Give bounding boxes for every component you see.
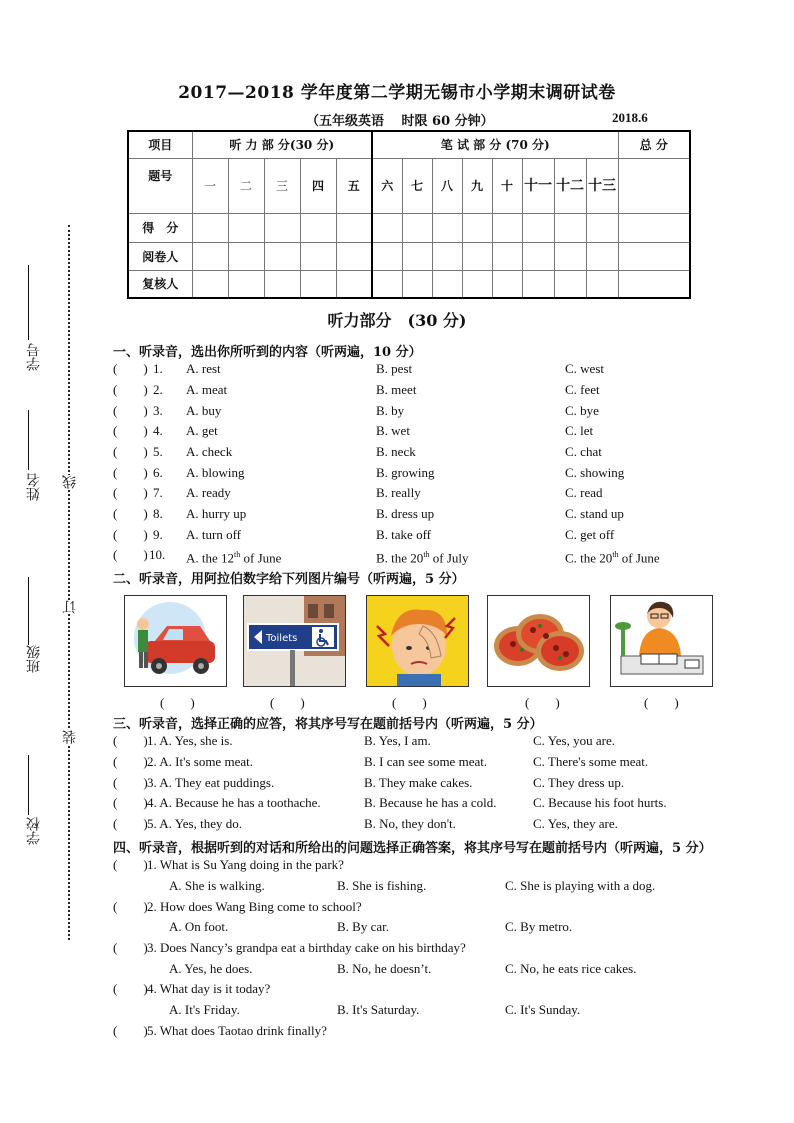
option-a: A. buy [186, 403, 222, 418]
option-c: C. It's Sunday. [505, 1002, 581, 1017]
sign-text: Toilets [266, 633, 298, 644]
option-b: B. wet [376, 423, 410, 438]
class-label: 班级 [26, 645, 42, 673]
table-cell [522, 242, 554, 270]
table-question-no: 题号 [128, 158, 192, 213]
binding-dotted-line [68, 225, 70, 940]
option-c: C. chat [565, 444, 602, 459]
table-row-score: 得 分 [128, 213, 192, 242]
item-number: 9. [153, 527, 163, 542]
binding-mark-install: 装 [62, 730, 78, 744]
option-b: B. I can see some meat. [364, 754, 488, 769]
table-cell [492, 270, 522, 298]
question-text: 3. Does Nancy’s grandpa eat a birthday cake on his birthday? [147, 940, 466, 955]
table-num: 四 [300, 158, 336, 213]
table-cell [372, 270, 402, 298]
item-number: 5. [153, 444, 163, 459]
option-b: B. No, he doesn’t. [337, 961, 432, 976]
table-header-total: 总 分 [618, 131, 690, 158]
option-c: C. No, he eats rice cakes. [505, 961, 637, 976]
table-header-item: 项目 [128, 131, 192, 158]
table-cell [554, 242, 586, 270]
answer-paren: ( ) [113, 547, 148, 562]
answer-paren: ( ) [113, 754, 148, 769]
table-cell [492, 242, 522, 270]
table-cell [586, 213, 618, 242]
student-no-label: 学号 [26, 343, 42, 371]
picture-answer-blank: ( ) [392, 695, 427, 710]
table-cell [300, 270, 336, 298]
option-c: C. showing [565, 465, 625, 480]
option-a: 2. A. It's some meat. [147, 754, 253, 769]
item-number: 10. [149, 547, 166, 562]
table-cell [300, 213, 336, 242]
answer-paren: ( ) [113, 899, 148, 914]
table-cell [192, 270, 228, 298]
option-b: B. Yes, I am. [364, 733, 431, 748]
table-cell [618, 213, 690, 242]
option-b: B. really [376, 485, 421, 500]
option-c: C. They dress up. [533, 775, 625, 790]
option-a: A. the 12th of June [186, 550, 282, 566]
picture-answer-blank: ( ) [270, 695, 305, 710]
table-cell [264, 242, 300, 270]
question-text: 1. What is Su Yang doing in the park? [147, 857, 344, 872]
class-underline [28, 577, 30, 645]
table-cell [618, 158, 690, 213]
option-b: B. meet [376, 382, 417, 397]
item-number: 1. [153, 361, 163, 376]
table-num: 十一 [522, 158, 554, 213]
option-b: B. She is fishing. [337, 878, 427, 893]
binding-strip [18, 225, 88, 945]
table-cell [462, 270, 492, 298]
option-b: B. pest [376, 361, 413, 376]
table-row-reviewer: 复核人 [128, 270, 192, 298]
option-a: A. It's Friday. [169, 1002, 240, 1017]
table-cell [554, 270, 586, 298]
picture-answer-blank: ( ) [644, 695, 679, 710]
option-c: C. feet [565, 382, 600, 397]
answer-paren: ( ) [113, 485, 148, 500]
option-c: C. She is playing with a dog. [505, 878, 656, 893]
question-text: 4. What day is it today? [147, 981, 271, 996]
option-a: 1. A. Yes, she is. [147, 733, 233, 748]
listening-section-title: 听力部分 (30 分) [327, 311, 467, 330]
item-number: 7. [153, 485, 163, 500]
option-b: B. dress up [376, 506, 435, 521]
option-b: B. by [376, 403, 405, 418]
option-c: C. Because his foot hurts. [533, 795, 667, 810]
picture-toilets-sign [243, 595, 346, 687]
section3-heading: 三、听录音，选择正确的应答，将其序号写在题前括号内（听两遍，5 分） [113, 717, 543, 732]
option-b: B. growing [376, 465, 435, 480]
option-b: B. By car. [337, 919, 389, 934]
answer-paren: ( ) [113, 382, 148, 397]
question-text: 2. How does Wang Bing come to school? [147, 899, 362, 914]
option-c: C. let [565, 423, 594, 438]
table-num: 六 [372, 158, 402, 213]
table-cell [264, 270, 300, 298]
option-a: 3. A. They eat puddings. [147, 775, 275, 790]
exam-date: 2018.6 [612, 110, 648, 125]
table-cell [522, 270, 554, 298]
table-cell [228, 270, 264, 298]
table-cell [586, 270, 618, 298]
picture-pizzas [487, 595, 590, 687]
table-num: 十二 [554, 158, 586, 213]
picture-headache-boy [366, 595, 469, 687]
item-number: 4. [153, 423, 163, 438]
option-b: B. the 20th of July [376, 550, 469, 566]
table-num: 十三 [586, 158, 618, 213]
table-num: 十 [492, 158, 522, 213]
answer-paren: ( ) [113, 423, 148, 438]
table-cell [192, 242, 228, 270]
option-b: B. No, they don't. [364, 816, 456, 831]
option-a: A. On foot. [169, 919, 229, 934]
table-header-writing: 笔 试 部 分 (70 分) [372, 131, 618, 158]
section2-heading: 二、听录音，用阿拉伯数字给下列图片编号（听两遍，5 分） [113, 572, 465, 587]
answer-paren: ( ) [113, 775, 148, 790]
table-cell [336, 242, 372, 270]
option-a: A. hurry up [186, 506, 247, 521]
section1-heading: 一、听录音，选出你所听到的内容（听两遍，10 分） [113, 345, 422, 360]
table-num: 三 [264, 158, 300, 213]
option-b: B. Because he has a cold. [364, 795, 497, 810]
table-cell [336, 270, 372, 298]
answer-paren: ( ) [113, 857, 148, 872]
option-a: A. meat [186, 382, 228, 397]
table-cell [432, 242, 462, 270]
table-cell [372, 213, 402, 242]
exam-title: 2017—2018 学年度第二学期无锡市小学期末调研试卷 [178, 83, 616, 103]
option-a: A. Yes, he does. [169, 961, 253, 976]
option-c: C. Yes, you are. [533, 733, 615, 748]
table-num: 一 [192, 158, 228, 213]
table-cell [336, 213, 372, 242]
option-c: C. Yes, they are. [533, 816, 618, 831]
table-num: 九 [462, 158, 492, 213]
table-cell [372, 242, 402, 270]
answer-paren: ( ) [113, 465, 148, 480]
option-c: C. west [565, 361, 604, 376]
option-c: C. By metro. [505, 919, 573, 934]
option-c: C. get off [565, 527, 615, 542]
table-row-grader: 阅卷人 [128, 242, 192, 270]
picture-answer-blank: ( ) [525, 695, 560, 710]
table-cell [522, 213, 554, 242]
question-text: 5. What does Taotao drink finally? [147, 1023, 327, 1038]
option-c: C. the 20th of June [565, 550, 660, 566]
answer-paren: ( ) [113, 1023, 148, 1038]
answer-paren: ( ) [113, 795, 148, 810]
table-header-listening: 听 力 部 分(30 分) [192, 131, 372, 158]
option-a: A. rest [186, 361, 221, 376]
table-num: 二 [228, 158, 264, 213]
school-underline [28, 755, 30, 815]
option-c: C. bye [565, 403, 599, 418]
table-cell [300, 242, 336, 270]
option-c: C. There's some meat. [533, 754, 649, 769]
item-number: 6. [153, 465, 163, 480]
option-a: A. get [186, 423, 218, 438]
option-b: B. take off [376, 527, 431, 542]
answer-paren: ( ) [113, 733, 148, 748]
table-cell [402, 270, 432, 298]
answer-paren: ( ) [113, 361, 148, 376]
table-cell [492, 213, 522, 242]
picture-answer-blank: ( ) [160, 695, 195, 710]
table-cell [192, 213, 228, 242]
answer-paren: ( ) [113, 527, 148, 542]
table-cell [228, 213, 264, 242]
option-c: C. stand up [565, 506, 624, 521]
answer-paren: ( ) [113, 981, 148, 996]
answer-paren: ( ) [113, 403, 148, 418]
table-cell [402, 213, 432, 242]
option-a: A. check [186, 444, 233, 459]
table-cell [462, 242, 492, 270]
option-a: A. turn off [186, 527, 242, 542]
option-b: B. neck [376, 444, 416, 459]
table-cell [228, 242, 264, 270]
table-cell [554, 213, 586, 242]
table-num: 八 [432, 158, 462, 213]
name-underline [28, 410, 30, 470]
binding-mark-line: 线 [62, 475, 78, 489]
table-cell [432, 270, 462, 298]
option-b: B. They make cakes. [364, 775, 473, 790]
option-a: A. She is walking. [169, 878, 265, 893]
answer-paren: ( ) [113, 506, 148, 521]
option-b: B. It's Saturday. [337, 1002, 420, 1017]
section4-heading: 四、听录音，根据听到的对话和所给出的问题选择正确答案，将其序号写在题前括号内（听两遍，5 分） [113, 841, 712, 856]
table-cell [618, 242, 690, 270]
table-cell [432, 213, 462, 242]
binding-mark-bind: 订 [62, 600, 78, 614]
item-number: 3. [153, 403, 163, 418]
name-label: 姓名 [26, 473, 42, 501]
table-num: 五 [336, 158, 372, 213]
option-a: 5. A. Yes, they do. [147, 816, 242, 831]
item-number: 8. [153, 506, 163, 521]
exam-subtitle: （五年级英语 时限 60 分钟） [306, 114, 494, 129]
option-a: A. ready [186, 485, 231, 500]
picture-woman-reading [610, 595, 713, 687]
option-a: A. blowing [186, 465, 245, 480]
table-cell [586, 242, 618, 270]
answer-paren: ( ) [113, 940, 148, 955]
table-cell [462, 213, 492, 242]
option-c: C. read [565, 485, 603, 500]
table-cell [264, 213, 300, 242]
table-cell [402, 242, 432, 270]
table-cell [618, 270, 690, 298]
item-number: 2. [153, 382, 163, 397]
school-label: 学校 [26, 817, 42, 845]
picture-car-repair [124, 595, 227, 687]
option-a: 4. A. Because he has a toothache. [147, 795, 321, 810]
answer-paren: ( ) [113, 816, 148, 831]
answer-paren: ( ) [113, 444, 148, 459]
score-table [127, 130, 691, 299]
table-num: 七 [402, 158, 432, 213]
